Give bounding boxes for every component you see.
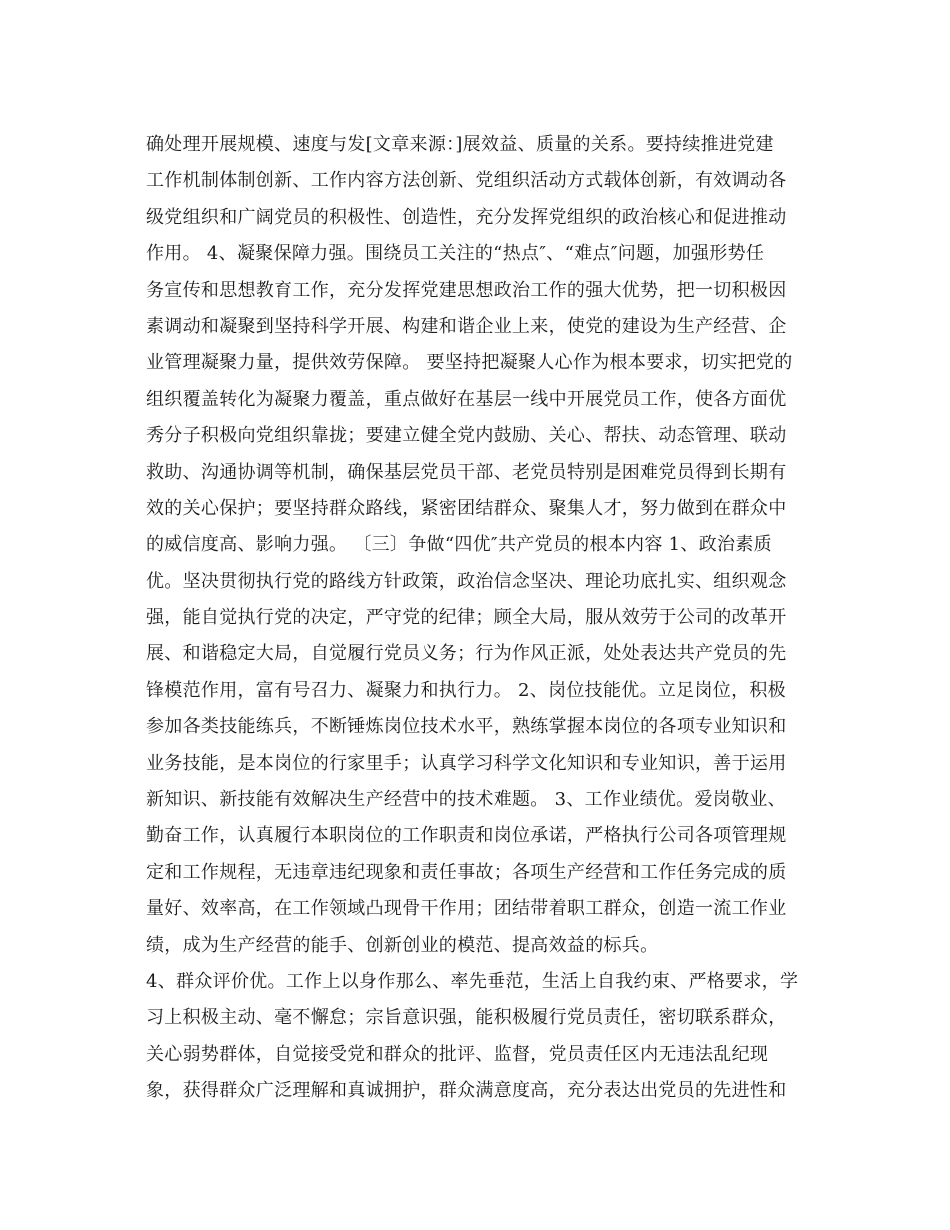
text-line: 作用。 4、凝聚保障力强。围绕员工关注的“热点″、“难点″问题，加强形势任 — [146, 243, 765, 265]
text-line: 定和工作规程，无违章违纪现象和责任事故；各项生产经营和工作任务完成的质 — [146, 861, 787, 883]
text-line: 优。坚决贯彻执行党的路线方针政策，政治信念坚决、理论功底扎实、组织观念 — [146, 570, 787, 592]
text-line: 习上积极主动、毫不懈怠；宗旨意识强，能积极履行党员责任，密切联系群众， — [146, 1007, 787, 1029]
text-line: 秀分子积极向党组织靠拢；要建立健全党内鼓励、关心、帮扶、动态管理、联动 — [146, 425, 787, 447]
text-line: 级党组织和广阔党员的积极性、创造性，充分发挥党组织的政治核心和促进推动 — [146, 206, 787, 228]
text-line: 展、和谐稳定大局，自觉履行党员义务；行为作风正派，处处表达共产党员的先 — [146, 643, 787, 665]
text-line: 新知识、新技能有效解决生产经营中的技术难题。 3、工作业绩优。爱岗敬业、 — [146, 789, 786, 811]
text-line: 量好、效率高，在工作领域凸现骨干作用；团结带着职工群众，创造一流工作业 — [146, 898, 787, 920]
text-line: 业务技能，是本岗位的行家里手；认真学习科学文化知识和专业知识，善于运用 — [146, 752, 787, 774]
text-line: 参加各类技能练兵，不断锤炼岗位技术水平，熟练掌握本岗位的各项专业知识和 — [146, 716, 787, 738]
text-line: 确处理开展规模、速度与发[文章来源：]展效益、质量的关系。要持续推进党建 — [146, 134, 774, 155]
text-line: 业管理凝聚力量，提供效劳保障。 要坚持把凝聚人心作为根本要求，切实把党的 — [146, 352, 793, 374]
text-line: 组织覆盖转化为凝聚力覆盖，重点做好在基层一线中开展党员工作，使各方面优 — [146, 388, 787, 410]
text-line: 4、群众评价优。工作上以身作那么、率先垂范，生活上自我约束、严格要求，学 — [146, 970, 799, 992]
text-line: 关心弱势群体，自觉接受党和群众的批评、监督，党员责任区内无违法乱纪现 — [146, 1043, 769, 1065]
text-line: 的威信度高、影响力强。 〔三〕争做“四优″共产党员的根本内容 1、政治素质 — [146, 534, 772, 556]
text-line: 象，获得群众广泛理解和真诚拥护，群众满意度高，充分表达出党员的先进性和 — [146, 1080, 787, 1102]
body-text — [146, 127, 806, 1110]
text-line: 绩，成为生产经营的能手、创新创业的模范、提高效益的标兵。 — [146, 934, 659, 956]
text-line: 锋模范作用，富有号召力、凝聚力和执行力。 2、岗位技能优。立足岗位，积极 — [146, 679, 786, 701]
text-line: 强，能自觉执行党的决定，严守党的纪律；顾全大局，服从效劳于公司的改革开 — [146, 607, 787, 629]
text-line: 素调动和凝聚到坚持科学开展、构建和谐企业上来，使党的建设为生产经营、企 — [146, 315, 787, 337]
text-line: 效的关心保护；要坚持群众路线，紧密团结群众、聚集人才，努力做到在群众中 — [146, 497, 787, 519]
text-line: 工作机制体制创新、工作内容方法创新、党组织活动方式载体创新，有效调动各 — [146, 170, 787, 192]
text-line: 务宣传和思想教育工作，充分发挥党建思想政治工作的强大优势，把一切积极因 — [146, 279, 787, 301]
text-line: 勤奋工作，认真履行本职岗位的工作职责和岗位承诺，严格执行公司各项管理规 — [146, 825, 787, 847]
text-line: 救助、沟通协调等机制，确保基层党员干部、老党员特别是困难党员得到长期有 — [146, 461, 787, 483]
